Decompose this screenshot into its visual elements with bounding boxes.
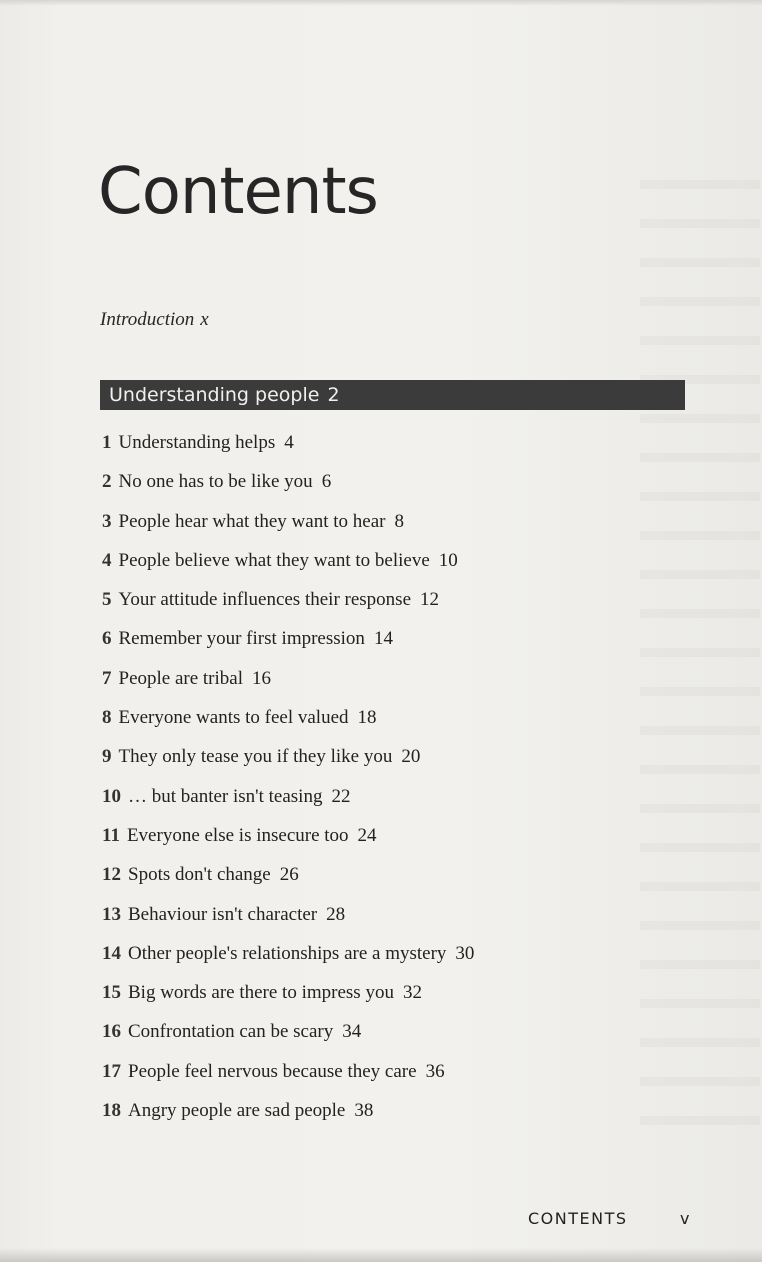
entry-page: 36	[425, 1060, 445, 1082]
entry-title: People are tribal	[118, 667, 244, 689]
entry-page: 6	[321, 471, 332, 493]
toc-entry	[102, 900, 642, 939]
section-header-bar	[100, 380, 685, 410]
entry-page: 16	[252, 667, 272, 689]
entry-page: 14	[373, 628, 393, 650]
entry-title: … but banter isn't teasing	[128, 785, 323, 807]
entry-number: 5	[102, 589, 112, 611]
entry-title: People believe what they want to believe	[118, 549, 430, 571]
entry-page: 38	[354, 1100, 374, 1122]
entry-number: 3	[102, 510, 112, 532]
toc-entry	[102, 860, 642, 899]
running-footer	[528, 1209, 690, 1228]
entry-title: Other people's relationships are a mystery	[128, 942, 447, 964]
entry-title: People feel nervous because they care	[128, 1060, 417, 1082]
toc-entry	[102, 624, 642, 663]
section-title: Understanding people	[109, 384, 320, 406]
entry-title: No one has to be like you	[118, 471, 313, 493]
footer-label: CONTENTS	[528, 1209, 628, 1228]
entry-title: People hear what they want to hear	[118, 510, 386, 532]
entry-page: 12	[420, 589, 440, 611]
toc-entry	[102, 939, 642, 978]
toc-entry	[102, 428, 642, 467]
entry-number: 1	[102, 432, 112, 453]
toc-entry	[102, 546, 642, 585]
toc-entry	[102, 1017, 642, 1056]
entry-number: 8	[102, 707, 112, 729]
introduction-label: Introduction	[100, 309, 195, 330]
toc-entry	[102, 664, 642, 703]
entry-number: 4	[102, 549, 112, 571]
entry-page: 8	[394, 510, 404, 532]
page-top-edge	[0, 0, 762, 6]
entry-page: 28	[326, 903, 346, 925]
toc-entry	[102, 703, 642, 742]
entry-number: 10	[102, 785, 121, 807]
entry-title: They only tease you if they like you	[118, 746, 393, 768]
section-page: 2	[327, 384, 340, 406]
entry-title: Spots don't change	[128, 864, 271, 886]
toc-introduction	[100, 309, 209, 331]
introduction-page: x	[200, 309, 209, 330]
entry-number: 18	[102, 1100, 121, 1122]
entry-page: 20	[401, 746, 421, 768]
entry-number: 17	[102, 1060, 121, 1082]
toc-entry	[102, 742, 642, 781]
toc-entry	[102, 1057, 642, 1096]
toc-entry	[102, 821, 642, 860]
entry-page: 34	[342, 1021, 362, 1043]
entry-page: 26	[279, 864, 299, 886]
page-title: Contents	[98, 155, 378, 229]
toc-entry	[102, 507, 642, 546]
entry-page: 24	[357, 824, 377, 846]
entry-number: 15	[102, 982, 121, 1004]
entry-number: 16	[102, 1021, 121, 1043]
footer-page-number: v	[680, 1209, 690, 1228]
entry-title: Remember your first impression	[118, 628, 365, 650]
toc-entry	[102, 978, 642, 1017]
toc-entry	[102, 585, 642, 624]
entry-page: 4	[284, 432, 294, 453]
entry-number: 6	[102, 628, 112, 650]
entry-title: Everyone wants to feel valued	[118, 707, 349, 729]
entry-title: Behaviour isn't character	[128, 903, 318, 925]
show-through-texture	[640, 150, 760, 1130]
entry-title: Big words are there to impress you	[128, 982, 394, 1004]
entry-page: 10	[438, 549, 458, 571]
entry-number: 7	[102, 667, 112, 689]
toc-entry	[102, 782, 642, 821]
entry-number: 2	[102, 471, 112, 493]
toc-list	[102, 428, 642, 1135]
entry-title: Your attitude influences their response	[118, 589, 412, 611]
toc-entry	[102, 1096, 642, 1135]
entry-title: Understanding helps	[118, 432, 276, 453]
entry-title: Angry people are sad people	[128, 1100, 346, 1122]
entry-page: 32	[402, 982, 422, 1004]
entry-number: 11	[102, 824, 120, 846]
entry-title: Everyone else is insecure too	[126, 824, 349, 846]
toc-entry	[102, 467, 642, 506]
entry-number: 14	[102, 942, 121, 964]
entry-title: Confrontation can be scary	[128, 1021, 334, 1043]
entry-number: 13	[102, 903, 121, 925]
page-bottom-edge	[0, 1248, 762, 1262]
entry-number: 12	[102, 864, 121, 886]
entry-number: 9	[102, 746, 112, 768]
entry-page: 22	[331, 785, 351, 807]
entry-page: 30	[455, 942, 475, 964]
entry-page: 18	[357, 707, 377, 729]
